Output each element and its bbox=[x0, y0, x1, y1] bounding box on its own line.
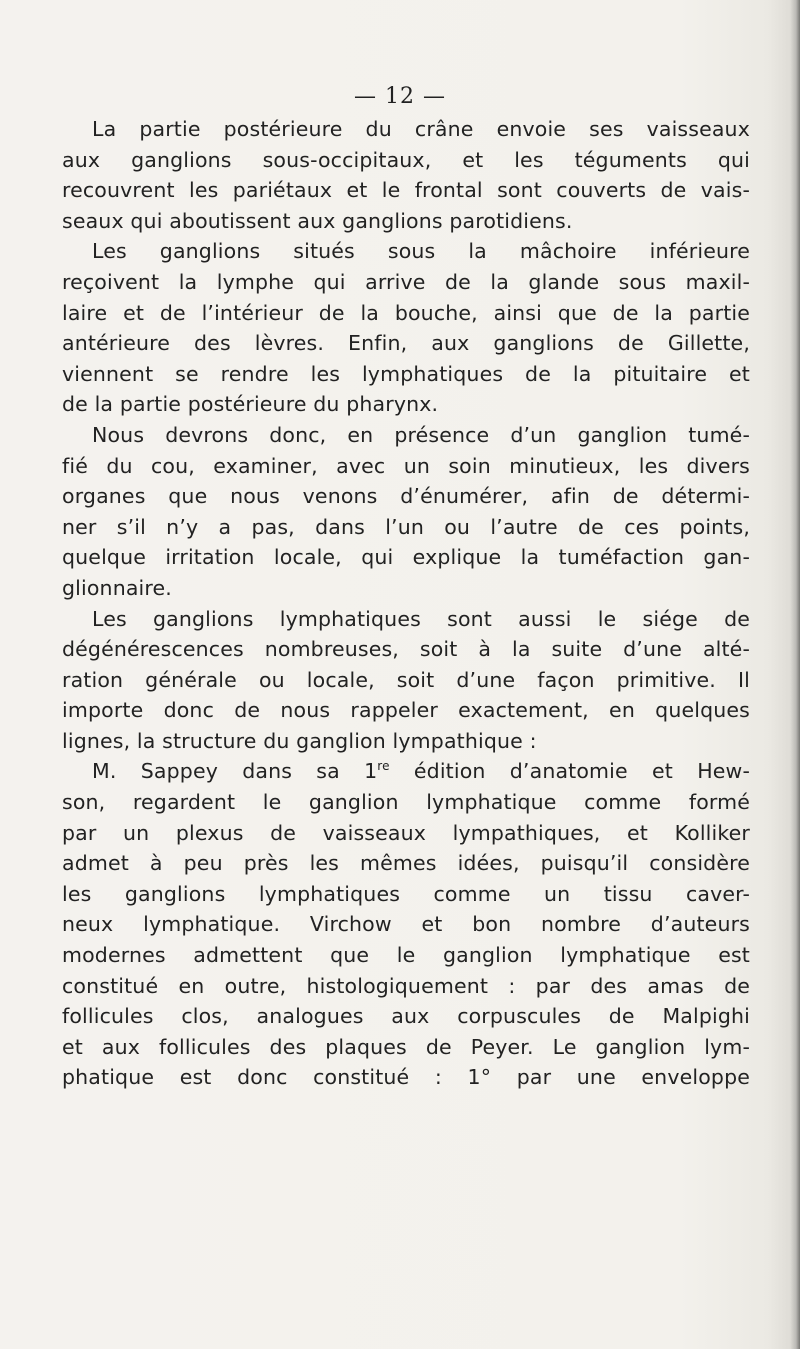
text-line: fié du cou, examiner, avec un soin minutieux, les divers bbox=[62, 453, 750, 478]
text-line: viennent se rendre les lymphatiques de la pituitaire et bbox=[62, 361, 750, 386]
text-line: modernes admettent que le ganglion lymphatique est bbox=[62, 943, 750, 968]
text-line: Les ganglions situés sous la mâchoire inférieure bbox=[92, 239, 750, 264]
text-line: follicules clos, analogues aux corpuscules de Malpighi bbox=[62, 1004, 750, 1029]
body-text bbox=[62, 114, 750, 1093]
text-line: Les ganglions lymphatiques sont aussi le siége de bbox=[92, 606, 750, 631]
text-line: antérieure des lèvres. Enfin, aux ganglions de Gillette, bbox=[62, 331, 750, 356]
text-line: aux ganglions sous-occipitaux, et les téguments qui bbox=[62, 147, 750, 172]
text-line: importe donc de nous rappeler exactement, en quelques bbox=[62, 698, 750, 723]
text-line: M. Sappey dans sa 1re édition d’anatomie et Hew- bbox=[92, 759, 750, 784]
text-line: dégénérescences nombreuses, soit à la suite d’une alté- bbox=[62, 637, 750, 662]
text-line: ner s’il n’y a pas, dans l’un ou l’autre de ces points, bbox=[62, 514, 750, 539]
text-line: laire et de l’intérieur de la bouche, ainsi que de la partie bbox=[62, 300, 750, 325]
text-line: Nous devrons donc, en présence d’un ganglion tumé- bbox=[92, 422, 750, 447]
text-line: recouvrent les pariétaux et le frontal sont couverts de vais- bbox=[62, 178, 750, 203]
text-line: neux lymphatique. Virchow et bon nombre d’auteurs bbox=[62, 912, 750, 937]
ordinal-superscript: re bbox=[377, 759, 390, 774]
text-line: seaux qui aboutissent aux ganglions parotidiens. bbox=[62, 208, 573, 233]
text-line: admet à peu près les mêmes idées, puisqu’il considère bbox=[62, 851, 750, 876]
text-line: glionnaire. bbox=[62, 575, 172, 600]
text-line: lignes, la structure du ganglion lympathique : bbox=[62, 728, 537, 753]
page-edge-shadow bbox=[790, 0, 800, 1349]
text-line: La partie postérieure du crâne envoie ses vaisseaux bbox=[92, 117, 750, 141]
text-line: par un plexus de vaisseaux lympathiques, et Kolliker bbox=[62, 820, 750, 845]
text-line: constitué en outre, histologiquement : par des amas de bbox=[62, 973, 750, 998]
text-line: son, regardent le ganglion lymphatique comme formé bbox=[62, 790, 750, 815]
text-line: ration générale ou locale, soit d’une façon primitive. Il bbox=[62, 667, 750, 692]
text-line: phatique est donc constitué : 1° par une enveloppe bbox=[62, 1065, 750, 1090]
text-line: de la partie postérieure du pharynx. bbox=[62, 392, 439, 417]
text-line: et aux follicules des plaques de Peyer. Le ganglion lym- bbox=[62, 1034, 750, 1059]
text-line: organes que nous venons d’énumérer, afin de détermi- bbox=[62, 484, 750, 509]
page-number: — 12 — bbox=[354, 84, 446, 109]
text-line: reçoivent la lymphe qui arrive de la glande sous maxil- bbox=[62, 269, 750, 294]
text-line: quelque irritation locale, qui explique la tuméfaction gan- bbox=[62, 545, 750, 570]
text-line: les ganglions lymphatiques comme un tissu caver- bbox=[62, 881, 750, 906]
